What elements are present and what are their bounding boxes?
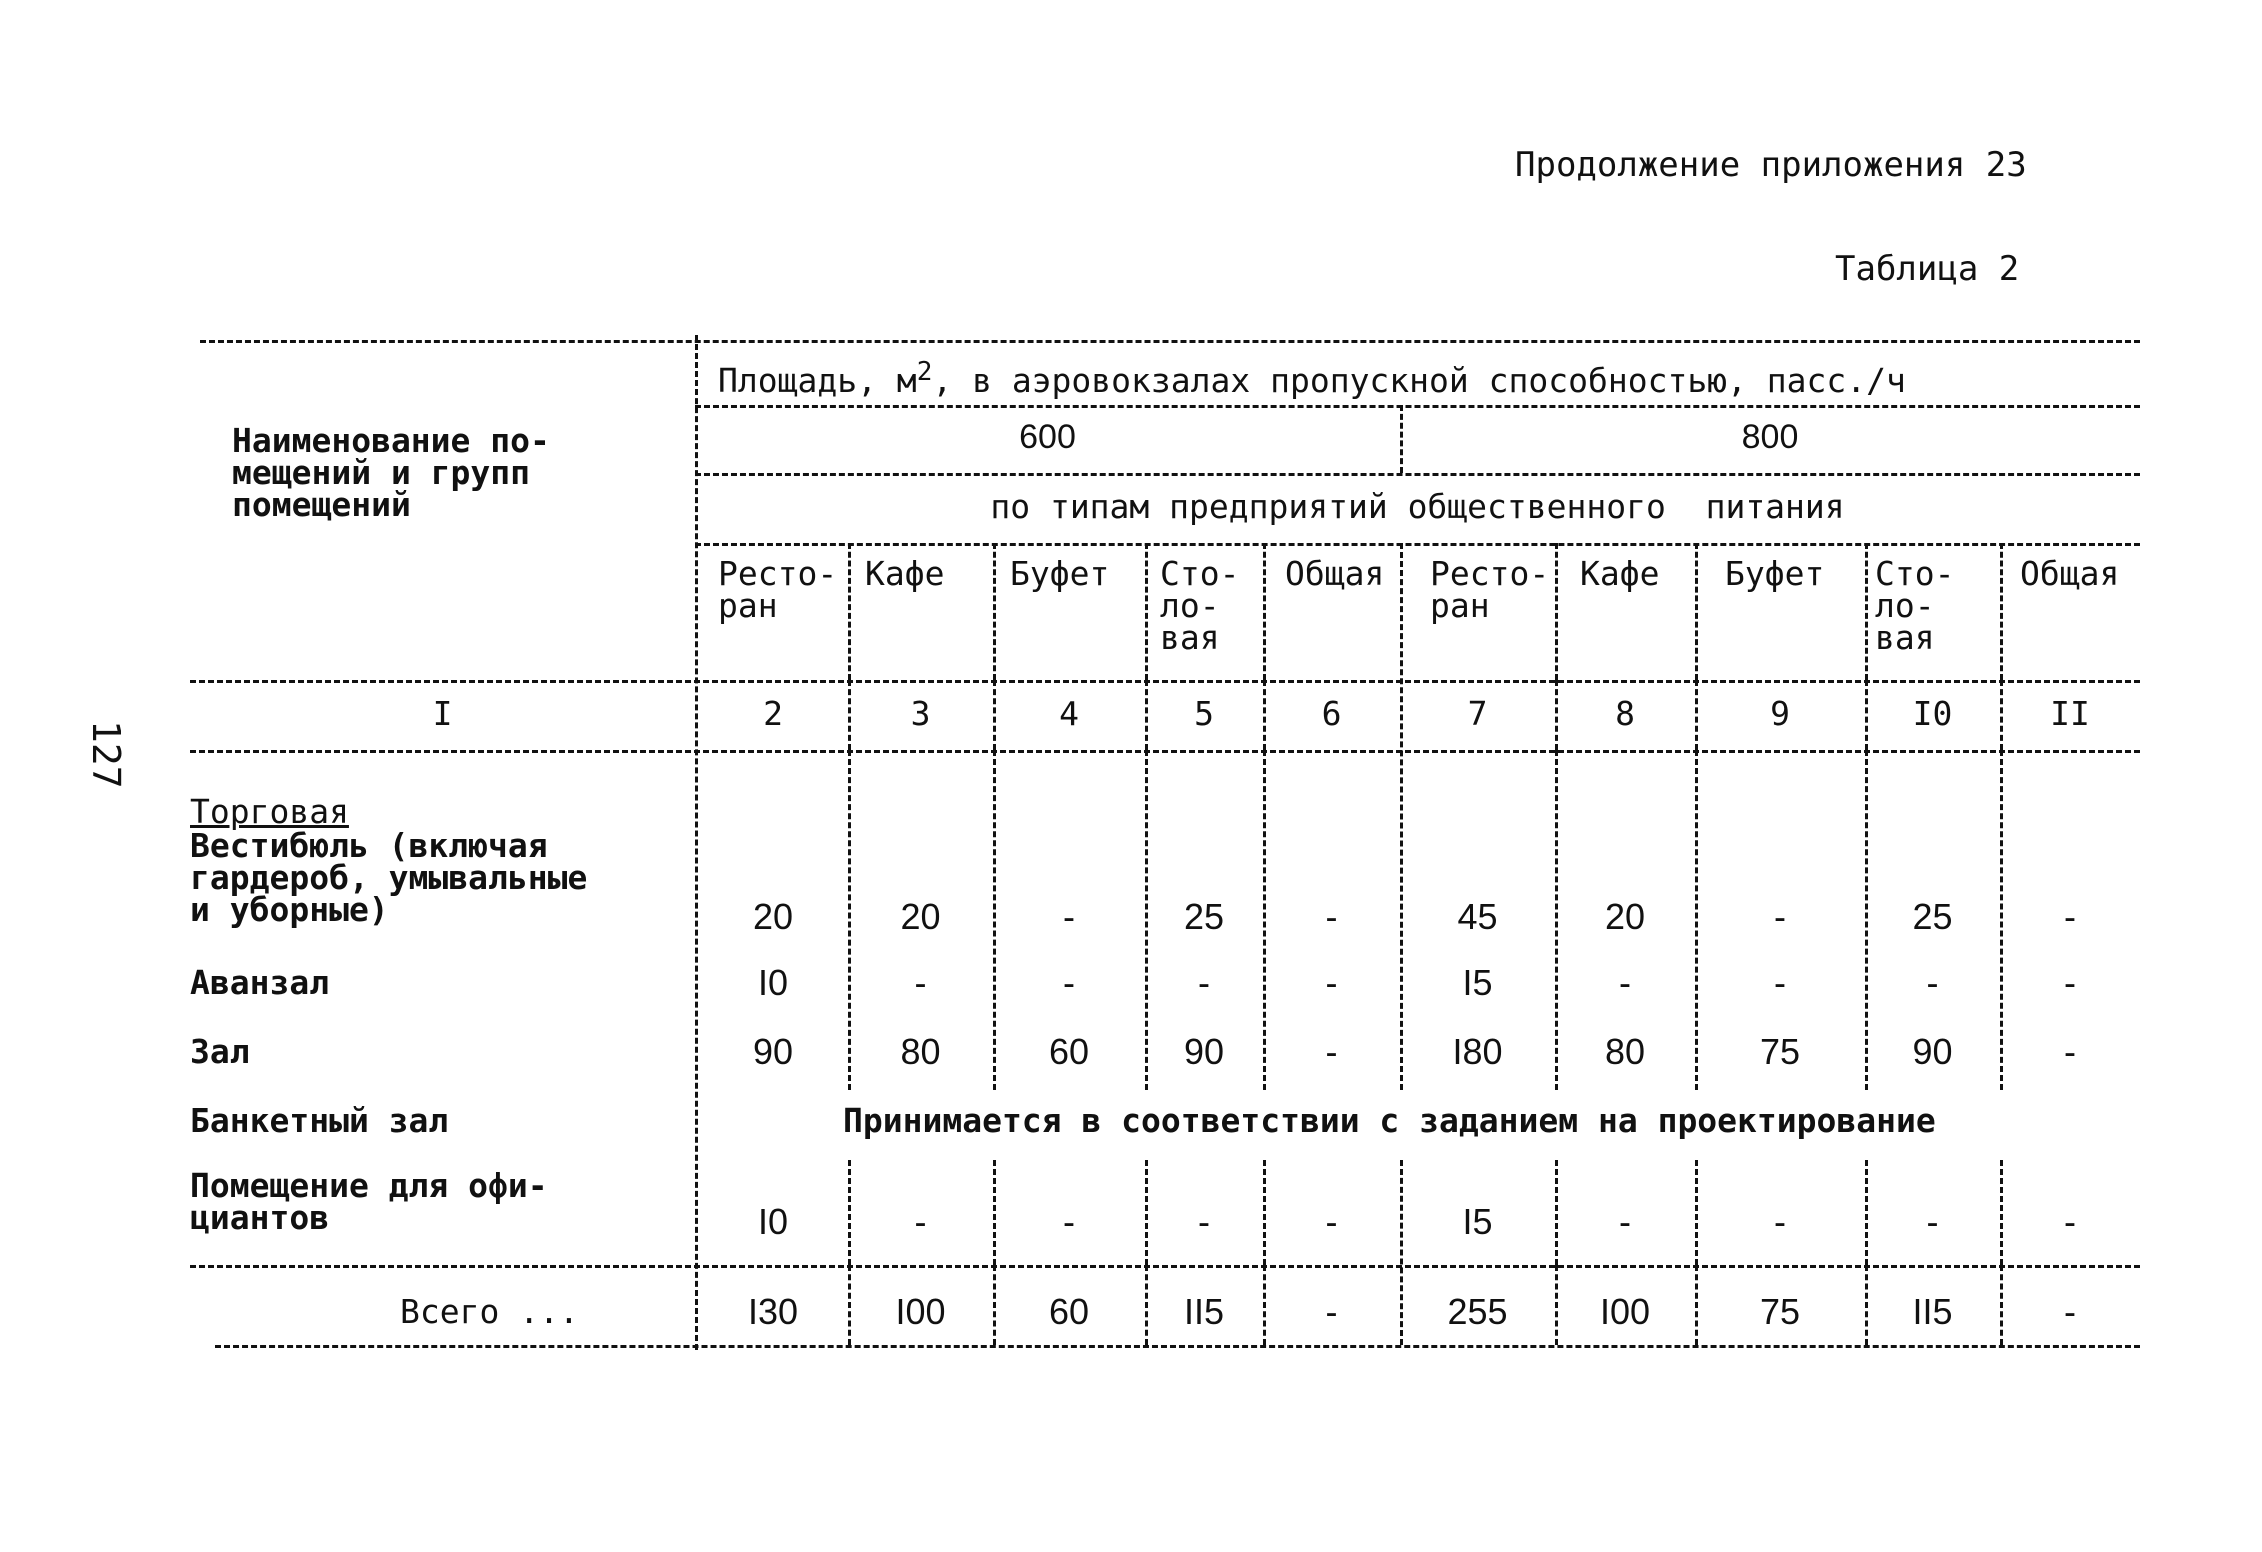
cell-vestibyul-col9: - <box>1774 896 1786 937</box>
row-name-oficiantov: Помещение для офи- циантов <box>190 1166 548 1237</box>
colnum-1: I <box>432 694 453 733</box>
colnum-7: 7 <box>1467 694 1488 733</box>
cell-avanzal-col3: - <box>914 962 927 1003</box>
type-restoran-600: Ресто- ран <box>718 554 838 625</box>
cell-total-col6: - <box>1325 1291 1338 1332</box>
colnum-6: 6 <box>1321 694 1342 733</box>
area-header-sup: 2 <box>916 357 933 387</box>
cell-avanzal-col2: I0 <box>757 962 789 1003</box>
rule-top <box>200 340 2140 343</box>
cell-total-col5: II5 <box>1183 1291 1225 1332</box>
type-stolovaya-800: Сто- ло- вая <box>1875 554 1955 657</box>
cell-zal-col10: 90 <box>1912 1031 1953 1072</box>
type-kafe-800: Кафе <box>1580 554 1660 593</box>
cell-total-col11: - <box>2064 1291 2076 1332</box>
row-name-banketny: Банкетный зал <box>190 1101 449 1140</box>
cell-zal-col2: 90 <box>752 1031 794 1072</box>
cell-total-col2: I30 <box>747 1291 799 1332</box>
continuation-title: Продолжение приложения 23 <box>1515 145 2027 185</box>
colnum-3: 3 <box>910 694 931 733</box>
cell-total-col3: I00 <box>895 1291 946 1332</box>
colnum-10: I0 <box>1912 694 1953 733</box>
page-number: 127 <box>84 720 128 789</box>
rule-bottom <box>215 1345 2140 1348</box>
cell-zal-col11: - <box>2064 1031 2076 1072</box>
column-separator <box>2000 543 2003 680</box>
cell-zal-col8: 80 <box>1604 1031 1646 1072</box>
colnum-5: 5 <box>1194 694 1214 733</box>
area-header <box>718 355 1906 398</box>
cell-avanzal-col4: - <box>1063 962 1075 1003</box>
cell-zal-col6: - <box>1325 1031 1338 1072</box>
cell-zal-col3: 80 <box>900 1031 941 1072</box>
row-name-vestibyul: Вестибюль (включая гардероб, умывальные и уборные) <box>190 826 588 929</box>
capacity-800: 800 <box>1741 418 1799 456</box>
rule-header-bottom <box>190 680 2140 683</box>
vrule-main <box>695 335 698 1350</box>
cell-avanzal-col6: - <box>1325 962 1338 1003</box>
cell-vestibyul-col10: 25 <box>1912 896 1953 937</box>
cell-zal-col7: I80 <box>1452 1031 1503 1072</box>
cell-oficiantov-col5: - <box>1198 1201 1210 1242</box>
cell-vestibyul-col11: - <box>2064 896 2076 937</box>
row-name-zal: Зал <box>190 1032 250 1071</box>
colnum-8: 8 <box>1615 694 1635 733</box>
cell-avanzal-col9: - <box>1774 962 1786 1003</box>
col1-header: Наименование по- мещений и групп помещений <box>232 421 550 524</box>
cell-vestibyul-col2: 20 <box>752 896 794 937</box>
colnum-2: 2 <box>763 694 783 733</box>
cell-vestibyul-col8: 20 <box>1604 896 1646 937</box>
cell-total-col8: I00 <box>1599 1291 1651 1332</box>
cell-oficiantov-col2: I0 <box>757 1201 789 1242</box>
type-stolovaya-600: Сто- ло- вая <box>1160 554 1240 657</box>
column-separator <box>993 543 996 680</box>
section-title: Торговая <box>190 792 349 831</box>
type-obshchaya-800: Общая <box>2020 554 2120 593</box>
column-separator <box>848 543 851 680</box>
cell-avanzal-col10: - <box>1926 962 1939 1003</box>
type-restoran-800: Ресто- ран <box>1430 554 1550 625</box>
cell-zal-col9: 75 <box>1759 1031 1801 1072</box>
cell-oficiantov-col4: - <box>1063 1201 1075 1242</box>
total-label: Всего ... <box>400 1292 579 1331</box>
cell-oficiantov-col8: - <box>1619 1201 1631 1242</box>
cell-oficiantov-col10: - <box>1926 1201 1939 1242</box>
cell-avanzal-col7: I5 <box>1462 962 1493 1003</box>
cell-vestibyul-col3: 20 <box>900 896 941 937</box>
column-separator <box>1865 543 1868 680</box>
banquet-note: Принимается в соответствии с заданием на проектирование <box>843 1101 1936 1140</box>
cell-avanzal-col8: - <box>1619 962 1631 1003</box>
column-separator <box>1695 543 1698 680</box>
cell-total-col7: 255 <box>1447 1291 1508 1332</box>
rule-total-top <box>190 1265 2140 1268</box>
cell-oficiantov-col6: - <box>1325 1201 1338 1242</box>
column-separator <box>1145 543 1148 680</box>
type-obshchaya-600: Общая <box>1285 554 1385 593</box>
capacity-600: 600 <box>1019 418 1076 456</box>
cell-zal-col4: 60 <box>1048 1031 1090 1072</box>
cell-zal-col5: 90 <box>1183 1031 1225 1072</box>
column-separator <box>1400 543 1403 1090</box>
area-header-pre: Площадь, м <box>718 361 917 400</box>
type-bufet-600: Буфет <box>1010 554 1110 593</box>
cell-total-col4: 60 <box>1048 1291 1090 1332</box>
cell-oficiantov-col11: - <box>2064 1201 2076 1242</box>
cell-avanzal-col11: - <box>2064 962 2076 1003</box>
rule-numbers-bottom <box>190 750 2140 753</box>
table-label: Таблица 2 <box>1835 249 2020 289</box>
row-name-avanzal: Аванзал <box>190 963 330 1002</box>
cell-avanzal-col5: - <box>1198 962 1210 1003</box>
cell-oficiantov-col7: I5 <box>1462 1201 1493 1242</box>
cell-vestibyul-col4: - <box>1063 896 1075 937</box>
type-bufet-800: Буфет <box>1725 554 1825 593</box>
colnum-9: 9 <box>1770 694 1790 733</box>
cell-vestibyul-col7: 45 <box>1457 896 1498 937</box>
area-header-post: , в аэровокзалах пропускной способностью, пасс./ч <box>932 361 1906 400</box>
cell-oficiantov-col3: - <box>914 1201 927 1242</box>
rule-area <box>695 405 2140 408</box>
cell-total-col9: 75 <box>1759 1291 1801 1332</box>
column-separator <box>1555 543 1558 680</box>
column-separator <box>1263 543 1266 680</box>
rule-capacity <box>695 473 2140 476</box>
colnum-4: 4 <box>1059 694 1079 733</box>
cell-oficiantov-col9: - <box>1774 1201 1786 1242</box>
type-kafe-600: Кафе <box>865 554 945 593</box>
cell-total-col10: II5 <box>1912 1291 1953 1332</box>
cell-vestibyul-col5: 25 <box>1183 896 1225 937</box>
colnum-11: II <box>2050 694 2090 733</box>
rule-types <box>695 543 2140 546</box>
types-header: по типам предприятий общественного питания <box>990 487 1845 526</box>
cell-vestibyul-col6: - <box>1325 896 1338 937</box>
